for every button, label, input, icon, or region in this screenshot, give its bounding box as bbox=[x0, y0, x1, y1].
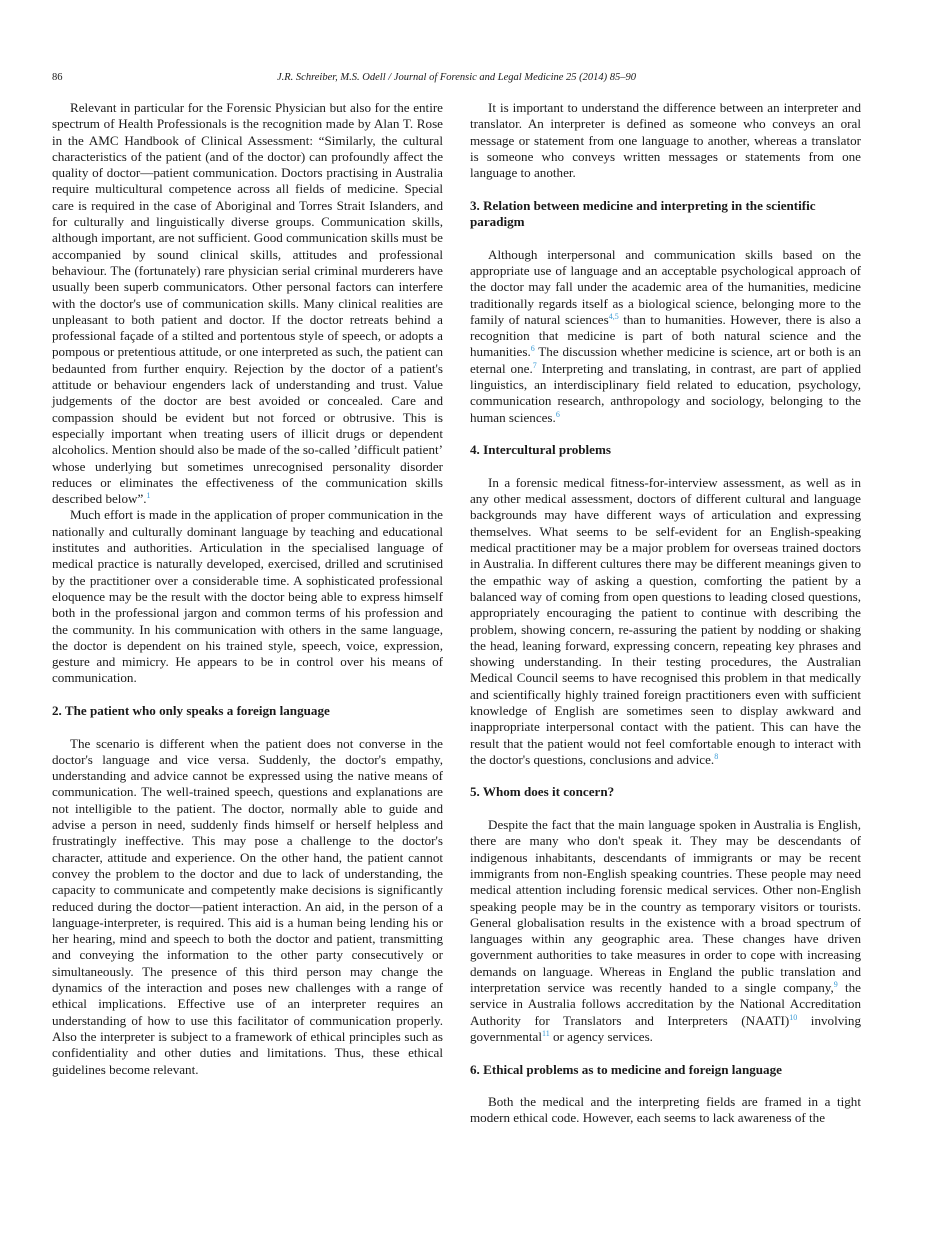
paragraph: Much effort is made in the application of proper communication in the nationally and culturally dominant language by teaching and educational institutes and authorities. Articulation in the specialised language of medical practice is naturally developed, exercised, drilled and scrutinised by the practitioner over a considerable time. A sophisticated professional eloquence may be the result with the doctor being able to express himself both in the professional jargon and common terms of his profession and the community. In his communication with others in the same language, the doctor is dependent on his trained style, speech, voice, expression, gesture and mimicry. He appears to be in control over his means of communication. bbox=[52, 507, 443, 686]
page-number: 86 bbox=[52, 72, 63, 83]
citation-link[interactable]: 7 bbox=[532, 360, 537, 370]
citation-link[interactable]: 9 bbox=[833, 980, 838, 990]
section-heading: 6. Ethical problems as to medicine and foreign language bbox=[470, 1061, 782, 1077]
paragraph: Relevant in particular for the Forensic Physician but also for the entire spectrum of Health Professionals is the recognition made by Alan T. Rose in the AMC Handbook of Clinical Assessment: “Similarly, the cultural characteristics of the patient (and of the doctor) can profoundly affect the quality of doctor—patient communication. Doctors practising in Australia require multicultural competence across all fields of medicine. Special care is required in the case of Aboriginal and Torres Strait Islanders, and for culturally and linguistically diverse groups. Communication skills, although important, are not sufficient. Good communication skills must be accompanied by sound clinical skills, attitudes and professional behaviour. The (fortunately) rare physician serial criminal murderers have usually been superb communicators. Other personal factors can interfere with the doctor's use of communication skills. Many clinical realities are unpleasant to both patient and doctor. If the doctor retreats behind a professional façade of a stilted and portentous style of speech, or adopts a pompous or pretentious attitude, or one interpreted as such, the patient can bedaunted from further enquiry. Rejection by the doctor of a patient's attitude or behaviour engenders lack of understanding and trust. Value judgements of the doctor are best avoided or concealed. Care and compassion should be evident but not forced or obtrusive. This is especially important when treating users of illicit drugs or dependent alcoholics. Mention should also be made of the so-called ’difficult patient’ whose underlying but sometimes unrecognised personality disorder reduces or eliminates the effectiveness of the communication skills described below”.$^1$ bbox=[52, 100, 443, 507]
paragraph: The scenario is different when the patient does not converse in the doctor's language and vice versa. Suddenly, the doctor's empathy, understanding and advice cannot be expressed using the native means of communication. The well-trained speech, questions and explanations are not intelligible to the patient. The doctor, normally able to guide and advise a person in need, suddenly finds himself or herself helpless and frustratingly ineffective. This may pose a challenge to the doctor's character, attitude and experience. On the other hand, the patient cannot convey the problem to the doctor and due to lack of understanding, the capacity to communicate and competently make decisions is significantly reduced during the doctor—patient interaction. An aid, in the person of a language-interpreter, is required. This aid is a human being lending his or her hearing, mind and speech to both the doctor and patient, transmitting and conveying the information to the other party consecutively or simultaneously. The presence of this third person may change the dynamics of the interaction and poses new challenges with a range of ethical implications. Effective use of an interpreter requires an understanding of how to use this facilitator of communication properly. Also the interpreter is subject to a framework of ethical principles such as confidentiality and other duties and limitations. Thus, these ethical guidelines become relevant. bbox=[52, 735, 443, 1077]
paragraph: It is important to understand the difference between an interpreter and translator. An interpreter is defined as someone who conveys an oral message or statement from one language to another, whereas a translator is someone who conveys written messages or statements from one language to another. bbox=[470, 100, 861, 181]
paragraph: Despite the fact that the main language spoken in Australia is English, there are many who don't speak it. They may be descendants of indigenous inhabitants, descendants of immigrants or may be recent immigrants from non-English speaking countries. These people may need medical attention including forensic medical services. Other non-English speaking people may be in the country as temporary visitors or tourists. General globalisation results in the existence with a broad spectrum of languages within any geographic area. These changes have driven government authorities to take measures in order to cope with increasing demands on language. Whereas in England the public translation and interpretation service was recently handed to a single company,$^9$ the service in Australia follows accreditation by the National Accreditation Authority for Translators and Interpreters (NAATI)$^{10}$ involving governmental$^{11}$ or agency services. bbox=[470, 817, 862, 1044]
citation-link[interactable]: 8 bbox=[714, 751, 719, 761]
citation-link[interactable]: 4,5 bbox=[608, 311, 619, 321]
right-column bbox=[470, 100, 861, 1127]
section-heading: 5. Whom does it concern? bbox=[470, 784, 615, 800]
left-column bbox=[52, 100, 443, 1078]
paragraph: Although interpersonal and communication skills based on the appropriate use of language and an acceptable psychological approach of the doctor may fall under the academic area of the humanities, medicine traditionally regards itself as a biological science, belonging more to the family of natural sciences$^{4,5}$ than to humanities. However, there is also a recognition that medicine is part of both natural science and the humanities.$^6$ The discussion whether medicine is science, art or both is an eternal one.$^7$ Interpreting and translating, in contrast, are part of applied linguistics, an interdisciplinary field related to education, psychology, communication research, anthropology and sociology, belonging to the human sciences.$^6$ bbox=[470, 246, 861, 425]
section-heading: 4. Intercultural problems bbox=[470, 442, 612, 458]
citation-link[interactable]: 11 bbox=[542, 1028, 550, 1038]
running-head: J.R. Schreiber, M.S. Odell / Journal of Forensic and Legal Medicine 25 (2014) 85–90 bbox=[276, 72, 637, 83]
citation-link[interactable]: 6 bbox=[555, 409, 560, 419]
section-heading: 3. Relation between medicine and interpreting in the scientific paradigm bbox=[470, 197, 816, 230]
citation-link[interactable]: 10 bbox=[789, 1012, 798, 1022]
citation-link[interactable]: 6 bbox=[530, 344, 535, 354]
citation-link[interactable]: 1 bbox=[146, 491, 151, 501]
paragraph: Both the medical and the interpreting fields are framed in a tight modern ethical code. However, each seems to lack awareness of the bbox=[470, 1094, 861, 1126]
page-header bbox=[52, 72, 861, 88]
paragraph: In a forensic medical fitness-for-interview assessment, as well as in any other medical assessment, doctors of different cultural and language backgrounds may have different ways of articulation and expressing themselves. What seems to be self-evident for an English-speaking medical practitioner may be a major problem for overseas trained doctors in Australia. In different cultures there may be different meanings given to the empathic way of asking a question, comforting the patient by a balanced way of coming from open questions to leading closed questions, appropriately encouraging the patient to continue with describing the problem, showing concern, re-assuring the patient by nodding or shaking the head, leaning forward, expressing concern, repeating key phrases and showing understanding. In their testing procedures, the Australian Medical Council seems to have recognised this problem in that medically and scientifically highly trained foreign practitioners even with sufficient knowledge of English are sometimes seen to display awkward and inappropriate interpersonal contact with the patient. This can have the result that the patient would not feel comfortable enough to interact with the doctor's questions, conclusions and advice.$^8$ bbox=[470, 474, 861, 767]
section-heading: 2. The patient who only speaks a foreign language bbox=[52, 702, 330, 718]
